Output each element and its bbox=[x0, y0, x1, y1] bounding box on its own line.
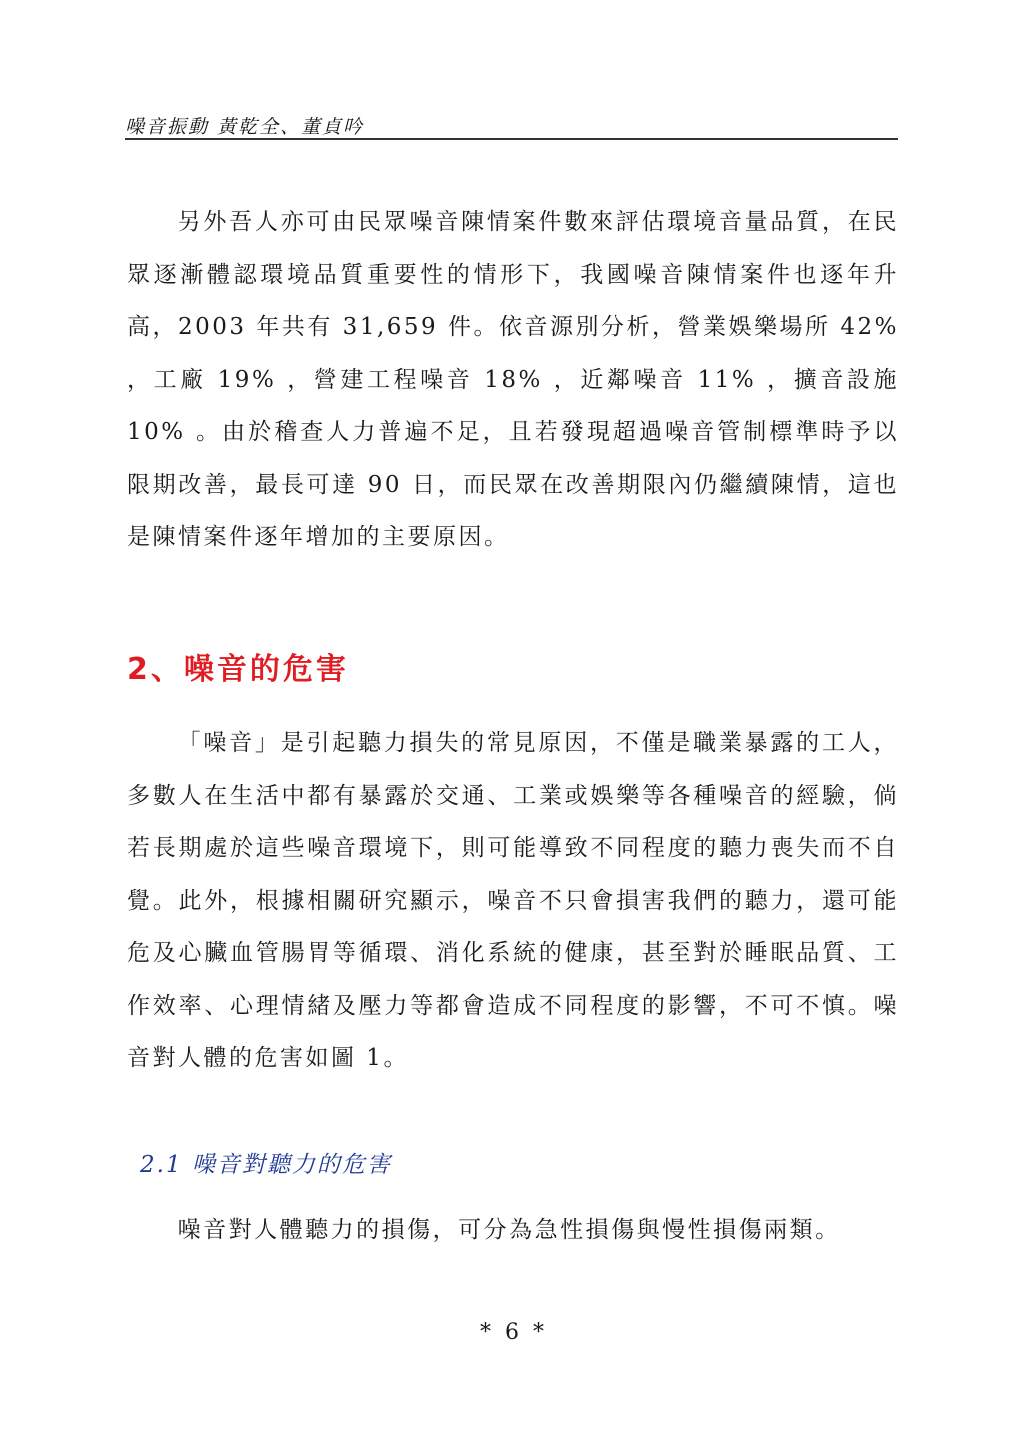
running-header bbox=[125, 112, 898, 140]
page-number: * 6 * bbox=[480, 1320, 544, 1345]
header-title: 噪音振動 黃乾全、董貞吟 bbox=[125, 116, 365, 138]
section-heading: 2、噪音的危害 bbox=[127, 652, 349, 687]
body-paragraph-2: 「噪音」是引起聽力損失的常見原因，不僅是職業暴露的工人，多數人在生活中都有暴露於交通、工業或娛樂等各種噪音的經驗，倘若長期處於這些噪音環境下，則可能導致不同程度的聽力喪失而不自覺。此外，根據相關研究顯示，噪音不只會損害我們的聽力，還可能危及心臟血管腸胃等循環、消化系統的健康，甚至對於睡眠品質、工作效率、心理情緒及壓力等都會造成不同程度的影響，不可不慎。噪音對人體的危害如圖 1。 bbox=[127, 730, 899, 1071]
body-paragraph-1: 另外吾人亦可由民眾噪音陳情案件數來評估環境音量品質，在民眾逐漸體認環境品質重要性的情形下，我國噪音陳情案件也逐年升高，2003 年共有 31,659 件。依音源別分析，營業娛樂場所 42% ，工廠 19% ，營建工程噪音 18% ，近鄰噪音 11% ，擴音設施 10% 。由於稽查人力普遍不足，且若發現超過噪音管制標準時予以限期改善，最長可達 90 日，而民眾在改善期限內仍繼續陳情，這也是陳情案件逐年增加的主要原因。 bbox=[127, 209, 899, 550]
subsection-heading: 2.1 噪音對聽力的危害 bbox=[140, 1152, 392, 1178]
body-paragraph-3: 噪音對人體聽力的損傷，可分為急性損傷與慢性損傷兩類。 bbox=[177, 1217, 841, 1243]
